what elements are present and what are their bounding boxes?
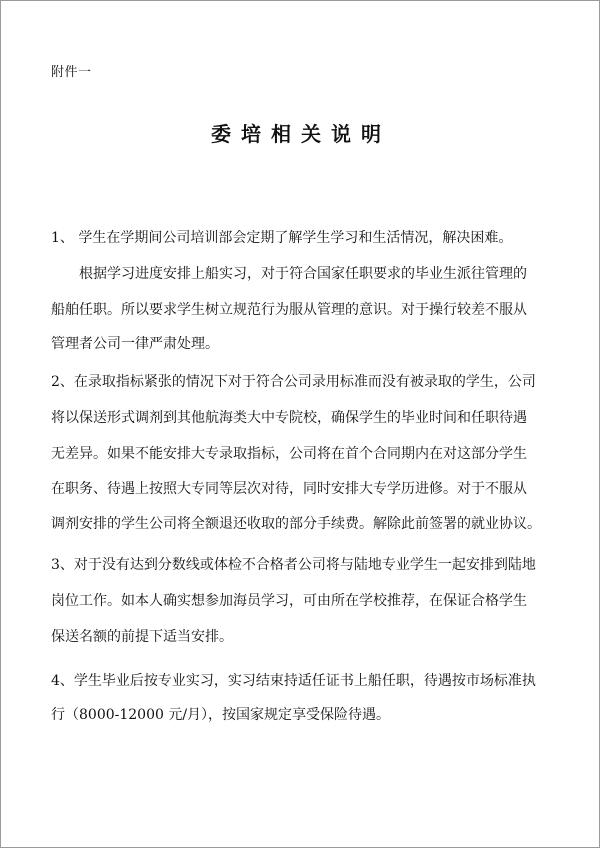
paragraph-1-line-4: 管理者公司一律严肃处理。 bbox=[51, 336, 219, 352]
paragraph-1-line-2: 根据学习进度安排上船实习，对于符合国家任职要求的毕业生派往管理的 bbox=[79, 266, 527, 282]
paragraph-3-line-2: 岗位工作。如本人确实想参加海员学习，可由所在学校推荐，在保证合格学生 bbox=[51, 593, 527, 609]
paragraph-4-line-1: 4、学生毕业后按专业实习，实习结束持适任证书上船任职，待遇按市场标准执 bbox=[51, 673, 536, 689]
paragraph-2-line-3: 无差异。如果不能安排大专录取指标，公司将在首个合同期内在对这部分学生 bbox=[51, 446, 527, 462]
paragraph-1-line-1: 1、 学生在学期间公司培训部会定期了解学生学习和生活情况，解决困难。 bbox=[51, 230, 513, 246]
attachment-label: 附件一 bbox=[51, 65, 92, 80]
document-title: 委培相关说明 bbox=[211, 122, 391, 146]
paragraph-2-line-1: 2、在录取指标紧张的情况下对于符合公司录用标准而没有被录取的学生，公司 bbox=[51, 374, 536, 390]
paragraph-3-line-1: 3、对于没有达到分数线或体检不合格者公司将与陆地专业学生一起安排到陆地 bbox=[51, 557, 536, 573]
paragraph-2-line-2: 将以保送形式调剂到其他航海类大中专院校，确保学生的毕业时间和任职待遇 bbox=[51, 410, 527, 426]
paragraph-2-line-4: 在职务、待遇上按照大专同等层次对待，同时安排大专学历进修。对于不服从 bbox=[51, 481, 527, 497]
paragraph-4-line-2: 行（8000-12000 元/月），按国家规定享受保险待遇。 bbox=[51, 707, 391, 723]
paragraph-3-line-3: 保送名额的前提下适当安排。 bbox=[51, 629, 233, 645]
paragraph-2-line-5: 调剂安排的学生公司将全额退还收取的部分手续费。解除此前签署的就业协议。 bbox=[51, 516, 541, 532]
paragraph-1-line-3: 船舶任职。所以要求学生树立规范行为服从管理的意识。对于操行较差不服从 bbox=[51, 302, 527, 318]
